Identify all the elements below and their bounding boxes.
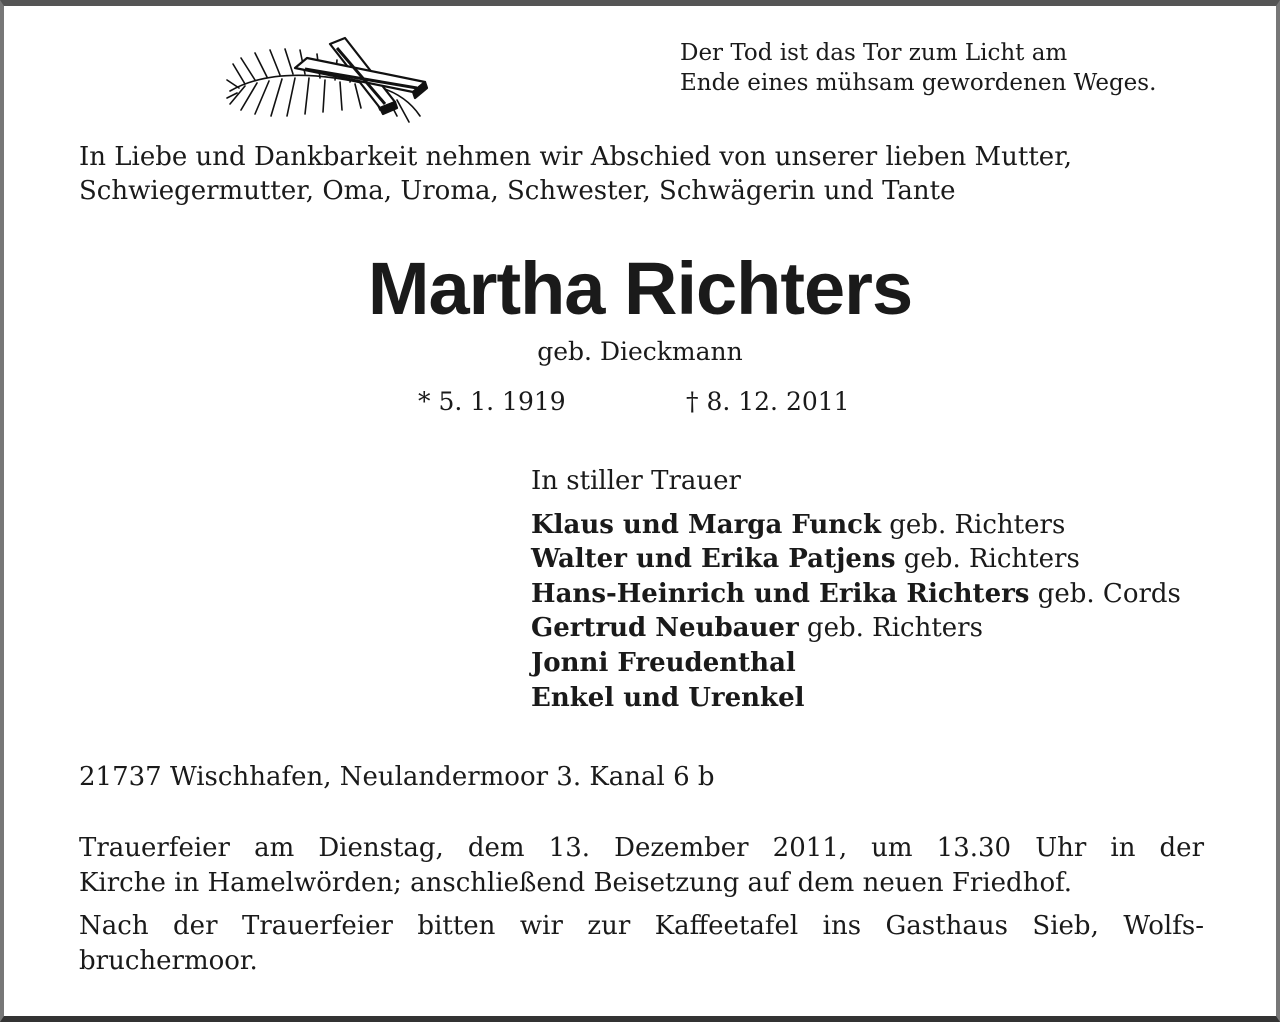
motto-quote [680,38,1156,98]
motto-line-2: Ende eines mühsam gewordenen Weges. [680,70,1157,96]
mourner-names: Klaus und Marga Funck [531,509,882,540]
intro-text [79,140,1204,208]
family-address: 21737 Wischhafen, Neulandermoor 3. Kanal 6 b [79,762,715,792]
coffee-line-2: bruchermoor. [79,945,258,976]
mourner-names: Jonni Freudenthal [531,647,796,678]
mourner-entry [531,542,1181,577]
mourner-entry [531,508,1181,543]
maiden-name: geb. Dieckmann [537,337,743,366]
mourner-names: Hans-Heinrich und Erika Richters [531,578,1030,609]
mourners-list [531,464,1181,715]
mourner-suffix: geb. Richters [895,544,1080,575]
death-date: † 8. 12. 2011 [686,387,850,416]
motto-line-1: Der Tod ist das Tor zum Licht am [680,40,1068,66]
intro-line-2: Schwiegermutter, Oma, Uroma, Schwester, Schwägerin und Tante [79,176,956,206]
ceremony-line-2: Kirche in Hamelwörden; anschließend Beisetzung auf dem neuen Friedhof. [79,867,1073,898]
mourner-names: Enkel und Urenkel [531,682,805,713]
mourner-entry [531,681,1181,716]
birth-date: * 5. 1. 1919 [418,387,566,416]
mourner-entry [531,577,1181,612]
mourner-names: Walter und Erika Patjens [531,544,896,575]
mourner-suffix: geb. Richters [881,509,1066,540]
mourner-suffix: geb. Cords [1029,578,1181,609]
intro-line-1: In Liebe und Dankbarkeit nehmen wir Abschied von unserer lieben Mutter, [79,142,1073,172]
deceased-name: Martha Richters [367,247,913,330]
coffee-invitation [79,909,1204,978]
ceremony-line-1: Trauerfeier am Dienstag, dem 13. Dezember 2011, um 13.30 Uhr in der [79,833,1204,863]
mourner-entry [531,611,1181,646]
coffee-line-1: Nach der Trauerfeier bitten wir zur Kaffeetafel ins Gasthaus Sieb, Wolfs- [79,911,1204,941]
mourner-names: Gertrud Neubauer [531,613,799,644]
ceremony-info [79,831,1204,900]
cross-with-palm-branch-icon [225,36,430,131]
mourners-heading: In stiller Trauer [531,466,741,496]
mourner-entry [531,646,1181,681]
mourner-suffix: geb. Richters [798,613,983,644]
